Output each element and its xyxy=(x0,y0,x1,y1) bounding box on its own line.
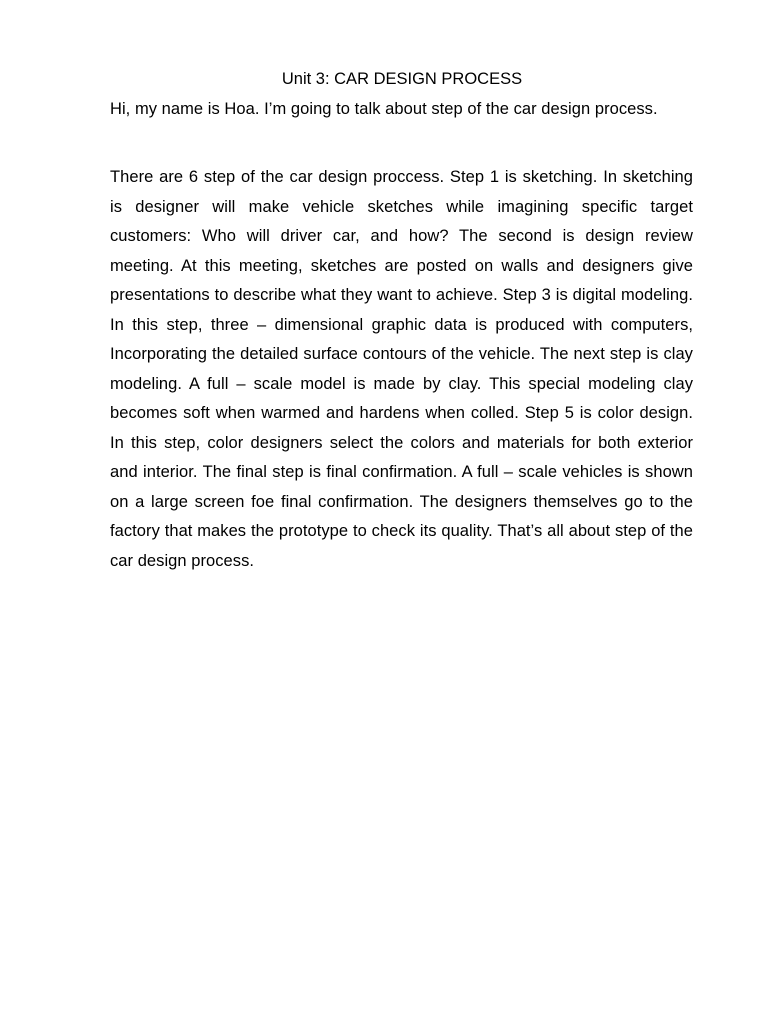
paragraph-intro: Hi, my name is Hoa. I’m going to talk about step of the car design process. xyxy=(110,100,658,118)
paragraph-steps: There are 6 step of the car design proccess. Step 1 is sketching. In sketching is designer will make vehicle sketches while imagining specific target customers: Who will driver car, and how? The second is design review meeting. At this meeting, sketches are posted on walls and designers give presentations to describe what they want to achieve. Step 3 is digital modeling. In this step, three – dimensional graphic data is produced with computers, Incorporating the detailed surface contours of the vehicle. The next step is clay modeling. A full – scale model is made by clay. This special modeling clay becomes soft when warmed and hardens when colled. Step 5 is color design. In this step, color designers select the colors and materials for both exterior and interior. The final step is final confirmation. A full – scale vehicles is shown on a large screen foe final confirmation. The designers themselves go to the factory that makes the prototype to check its quality. That’s all about step of the car design process. xyxy=(110,168,693,570)
document-title: Unit 3: CAR DESIGN PROCESS xyxy=(281,70,523,88)
